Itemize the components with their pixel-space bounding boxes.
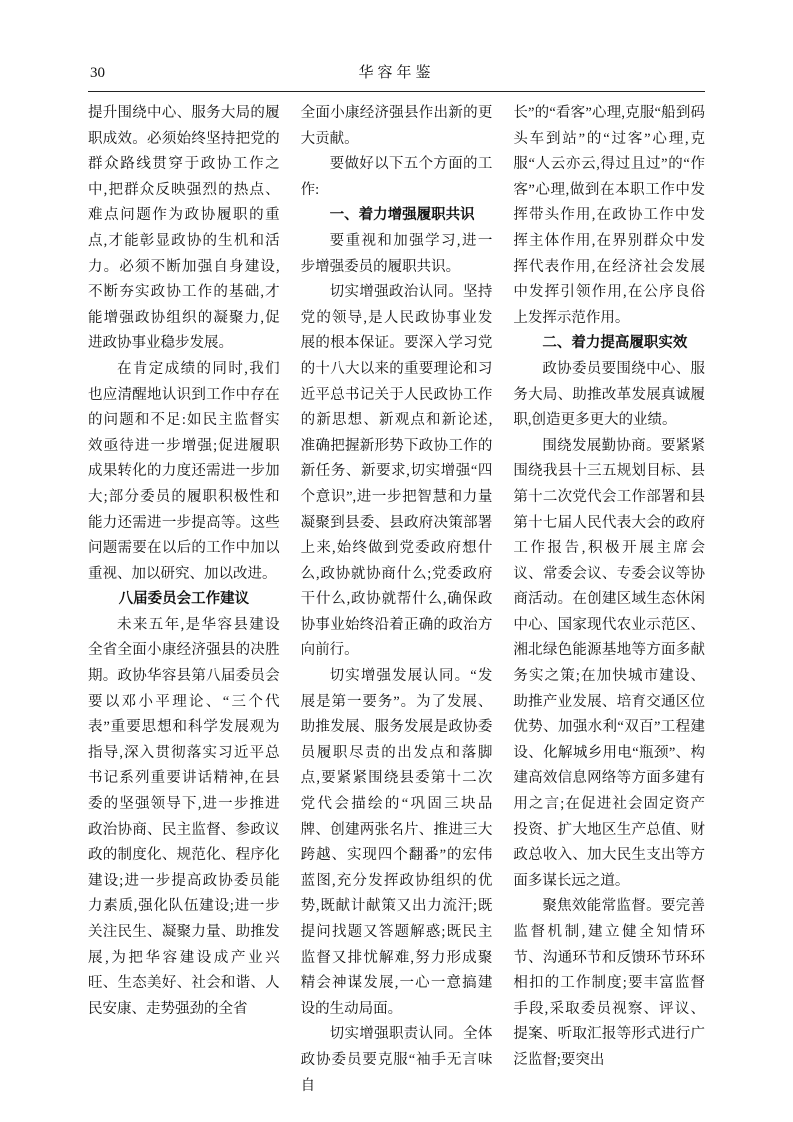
section-heading: 八届委员会工作建议 (118, 591, 250, 608)
header-rule (88, 91, 705, 92)
book-title: 华容年鉴 (358, 65, 435, 81)
column-1 (88, 101, 280, 1099)
paragraph: 聚焦效能常监督。要完善监督机制,建立健全知情环节、沟通环节和反馈环节环环相扣的工作制度;要丰富监督手段,采取委员视察、评议、提案、听取汇报等形式进行广泛监督;要突出 (513, 898, 706, 1068)
page-number: 30 (90, 65, 105, 81)
paragraph: 要做好以下五个方面的工作: (300, 156, 493, 198)
paragraph: 围绕发展勤协商。要紧紧围绕我县十三五规划目标、县第十二次党代会工作部署和县第十七届人民代表大会的政府工作报告,积极开展主席会议、常委会议、专委会议等协商活动。在创建区域生态休闲中心、国家现代农业示范区、湘北绿色能源基地等方面多献务实之策;在加快城市建设、助推产业发展、培育交通区位优势、加强水利“双百”工程建设、化解城乡用电“瓶颈”、构建高效信息网络等方面多建有用之言;在促进社会固定资产投资、扩大地区生产总值、财政总收入、加大民生支出等方面多谋长远之道。 (513, 437, 706, 889)
paragraph: 在肯定成绩的同时,我们也应清醒地认识到工作中存在的问题和不足:如民主监督实效亟待进一步增强;促进履职成果转化的力度还需进一步加大;部分委员的履职积极性和能力还需进一步提高等。这些问题需要在以后的工作中加以重视、加以研究、加以改进。 (88, 360, 280, 582)
paragraph: 政协委员要围绕中心、服务大局、助推改革发展真诚履职,创造更多更大的业绩。 (513, 360, 706, 429)
paragraph: 长”的“看客”心理,克服“船到码头车到站”的“过客”心理,克服“人云亦云,得过且过”的“作客”心理,做到在本职工作中发挥带头作用,在政协工作中发挥主体作用,在界别群众中发挥代表作用,在经济社会发展中发挥引领作用,在公序良俗上发挥示范作用。 (513, 105, 706, 326)
column-3 (513, 101, 705, 1099)
column-2 (301, 101, 493, 1099)
text-columns (88, 101, 705, 1099)
paragraph: 切实增强政治认同。坚持党的领导,是人民政协事业发展的根本保证。要深入学习党的十八大以来的重要理论和习近平总书记关于人民政协工作的新思想、新观点和新论述,准确把握新形势下政协工作的新任务、新要求,切实增强“四个意识”,进一步把智慧和力量凝聚到县委、县政府决策部署上来,始终做到党委政府想什么,政协就协商什么;党委政府干什么,政协就帮什么,确保政协事业始终沿着正确的政治方向前行。 (300, 284, 493, 659)
subsection-heading: 一、着力增强履职共识 (329, 207, 475, 224)
paragraph: 切实增强职责认同。全体政协委员要克服“袖手无言味自 (300, 1026, 493, 1094)
paragraph: 要重视和加强学习,进一步增强委员的履职共识。 (300, 232, 493, 275)
subsection-heading: 二、着力提高履职实效 (542, 335, 688, 352)
page-header (88, 63, 705, 83)
paragraph: 未来五年,是华容县建设全省全面小康经济强县的决胜期。政协华容县第八届委员会要以邓小平理论、“三个代表”重要思想和科学发展观为指导,深入贯彻落实习近平总书记系列重要讲话精神,在县委的坚强领导下,进一步推进政治协商、民主监督、参政议政的制度化、规范化、程序化建设;进一步提高政协委员能力素质,强化队伍建设;进一步关注民生、凝聚力量、助推发展,为把华容建设成产业兴旺、生态美好、社会和谐、人民安康、走势强劲的全省 (88, 616, 280, 1017)
paragraph: 全面小康经济强县作出新的更大贡献。 (300, 105, 493, 147)
paragraph: 提升围绕中心、服务大局的履职成效。必须始终坚持把党的群众路线贯穿于政协工作之中,把群众反映强烈的热点、难点问题作为政协履职的重点,才能彰显政协的生机和活力。必须不断加强自身建设,不断夯实政协工作的基础,才能增强政协组织的凝聚力,促进政协事业稳步发展。 (88, 105, 280, 352)
paragraph: 切实增强发展认同。“发展是第一要务”。为了发展、助推发展、服务发展是政协委员履职尽责的出发点和落脚点,要紧紧围绕县委第十二次党代会描绘的“巩固三块品牌、创建两张名片、推进三大跨越、实现四个翻番”的宏伟蓝图,充分发挥政协组织的优势,既献计献策又出力流汗;既提问找题又答题解惑;既民主监督又排忧解难,努力形成聚精会神谋发展,一心一意搞建设的生动局面。 (300, 668, 493, 1017)
